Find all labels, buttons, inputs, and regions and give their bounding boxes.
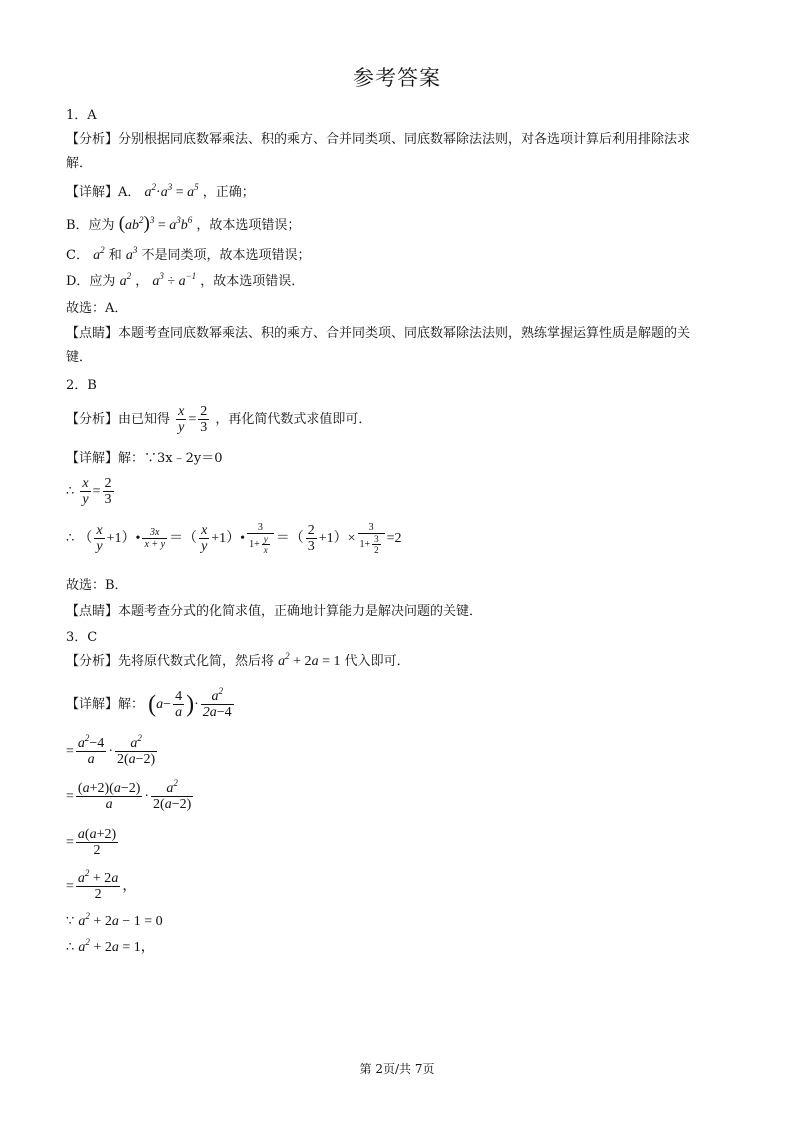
page-footer: 第 2页/共 7页: [359, 1062, 435, 1076]
q3-step-3: = $\frac{a(a+2)}{2}$: [66, 827, 117, 858]
q1-number: 1．A: [66, 108, 97, 123]
q2-detail: 【详解】解：∵3x﹣2y＝0: [66, 451, 223, 466]
q2-comment: 【点睛】本题考查分式的化简求值，正确地计算能力是解决问题的关键．: [66, 604, 483, 619]
q2-number: 2．B: [66, 378, 97, 393]
q1-choice: 故选：A．: [66, 301, 128, 316]
q3-analysis: 【分析】先将原代数式化简，然后将 $a^2 + 2a = 1$ 代入即可．: [66, 651, 410, 669]
q1-option-b: B．应为 $(ab^2)^3 = a^3b^6$ ，故本选项错误；: [66, 213, 301, 234]
q2-step-1: ∴ $\frac{x}{y}$ = $\frac{2}{3}$: [66, 476, 112, 507]
q3-step-2: = $\frac{(a+2)(a-2)}{a}$ · $\frac{a^2}{2(a-2)}$: [66, 778, 192, 812]
q1-option-c: C． $a^2$ 和 $a^3$ 不是同类项，故本选项错误；: [66, 245, 311, 263]
q3-step-6: ∴ $a^2 + 2a = 1$，: [66, 937, 155, 955]
q2-choice: 故选：B．: [66, 578, 128, 593]
q3-step-4: = $\frac{a^2 + 2a}{2}$ ，: [66, 868, 137, 902]
q3-step-1: = $\frac{a^2-4}{a}$ · $\frac{a^2}{2(a-2)}$: [66, 733, 156, 767]
q3-step-5: ∵ $a^2 + 2a - 1 = 0$: [66, 911, 163, 929]
formula: $(ab^2)^3 = a^3b^6$: [118, 213, 193, 234]
q1-comment: 【点睛】本题考查同底数幂乘法、积的乘方、合并同类项、同底数幂除法法则，熟练掌握运算性质是解题的关键．: [66, 326, 691, 365]
q3-number: 3．C: [66, 630, 98, 645]
q1-analysis: 【分析】分别根据同底数幂乘法、积的乘方、合并同类项、同底数幂除法法则，对各选项计算后利用排除法求解．: [66, 132, 691, 171]
q1-detail-a: 【详解】A． $a^2\cdot a^3 = a^5$ ，正确；: [66, 182, 255, 200]
q2-analysis: 【分析】由已知得 $\frac{x}{y}$ = $\frac{2}{3}$ ，再化简代数式求值即可．: [66, 404, 372, 435]
formula: $a^2\cdot a^3 = a^5$: [144, 182, 199, 200]
q3-detail: 【详解】解： (a− $\frac{4}{a}$ )· $\frac{a^2}{2a-4}$: [66, 686, 232, 720]
q2-step-2: ∴ （ $\frac{x}{y}$ +1）• $\frac{3x}{x + y}$ ＝（ $\frac{x}{y}$ +1）• 3 1+ $\frac{y}{x}$ ＝（ $\frac{2}{3}$ +1）× 3 1+ $\frac{3}{2}$ =2: [66, 522, 402, 555]
page-title: 参考答案: [353, 66, 441, 90]
q1-option-d: D．应为 $a^2$ ， $a^3 \div a^{-1}$ ，故本选项错误．: [66, 271, 305, 289]
